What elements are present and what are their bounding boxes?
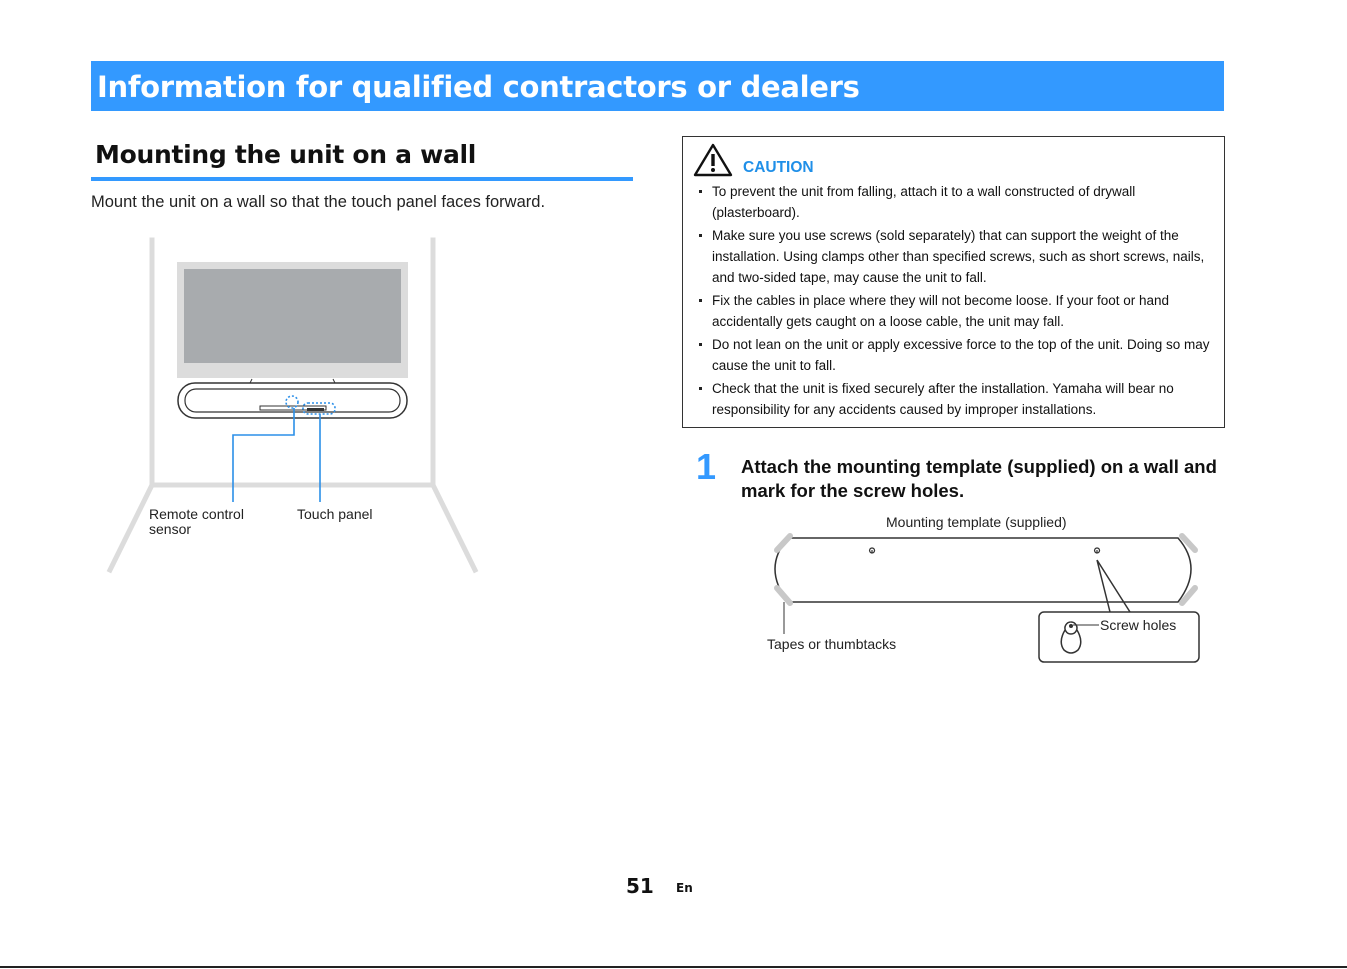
warning-triangle-icon [693,143,733,177]
tv-screen [184,269,401,363]
page-number: 51 [626,874,654,898]
caution-list [697,181,1212,422]
caution-title: CAUTION [743,159,814,176]
sound-bar-outer [178,383,407,418]
caution-item: Do not lean on the unit or apply excessive force to the top of the unit. Doing so may cause the unit to fall. [697,334,1212,376]
caution-item: To prevent the unit from falling, attach it to a wall constructed of drywall (plasterboard). [697,181,1212,223]
touch-panel-label: Touch panel [297,506,373,522]
section-intro: Mount the unit on a wall so that the touch panel faces forward. [91,193,546,211]
remote-sensor-label-line2: sensor [149,521,192,537]
remote-sensor-leader [233,408,294,502]
language-code: En [676,881,693,895]
caution-item: Check that the unit is fixed securely after the installation. Yamaha will bear no responsibility for any accidents caused by improper installations. [697,378,1212,420]
step-instruction: Attach the mounting template (supplied) on a wall and mark for the screw holes. [741,456,1217,501]
section-title: Mounting the unit on a wall [95,140,477,169]
chapter-title: Information for qualified contractors or dealers [97,70,860,104]
remote-sensor-label-line1: Remote control [149,506,244,522]
section-underline [91,177,633,181]
screw-holes-label: Screw holes [1100,617,1177,633]
caution-box [682,136,1225,428]
caution-item: Make sure you use screws (sold separately) that can support the weight of the installation. Using clamps other than specified screws, such as short screws, nails, and two-sided tape, may cause the unit to fall. [697,225,1212,288]
caution-item: Fix the cables in place where they will not become loose. If your foot or hand accidentally gets caught on a loose cable, the unit may fall. [697,290,1212,332]
step-number: 1 [696,446,717,487]
mounting-template-label: Mounting template (supplied) [886,514,1067,530]
tapes-label: Tapes or thumbtacks [767,636,897,652]
chapter-banner [91,61,1224,111]
template-outline [775,538,1191,602]
page-bottom-rule [0,966,1347,968]
